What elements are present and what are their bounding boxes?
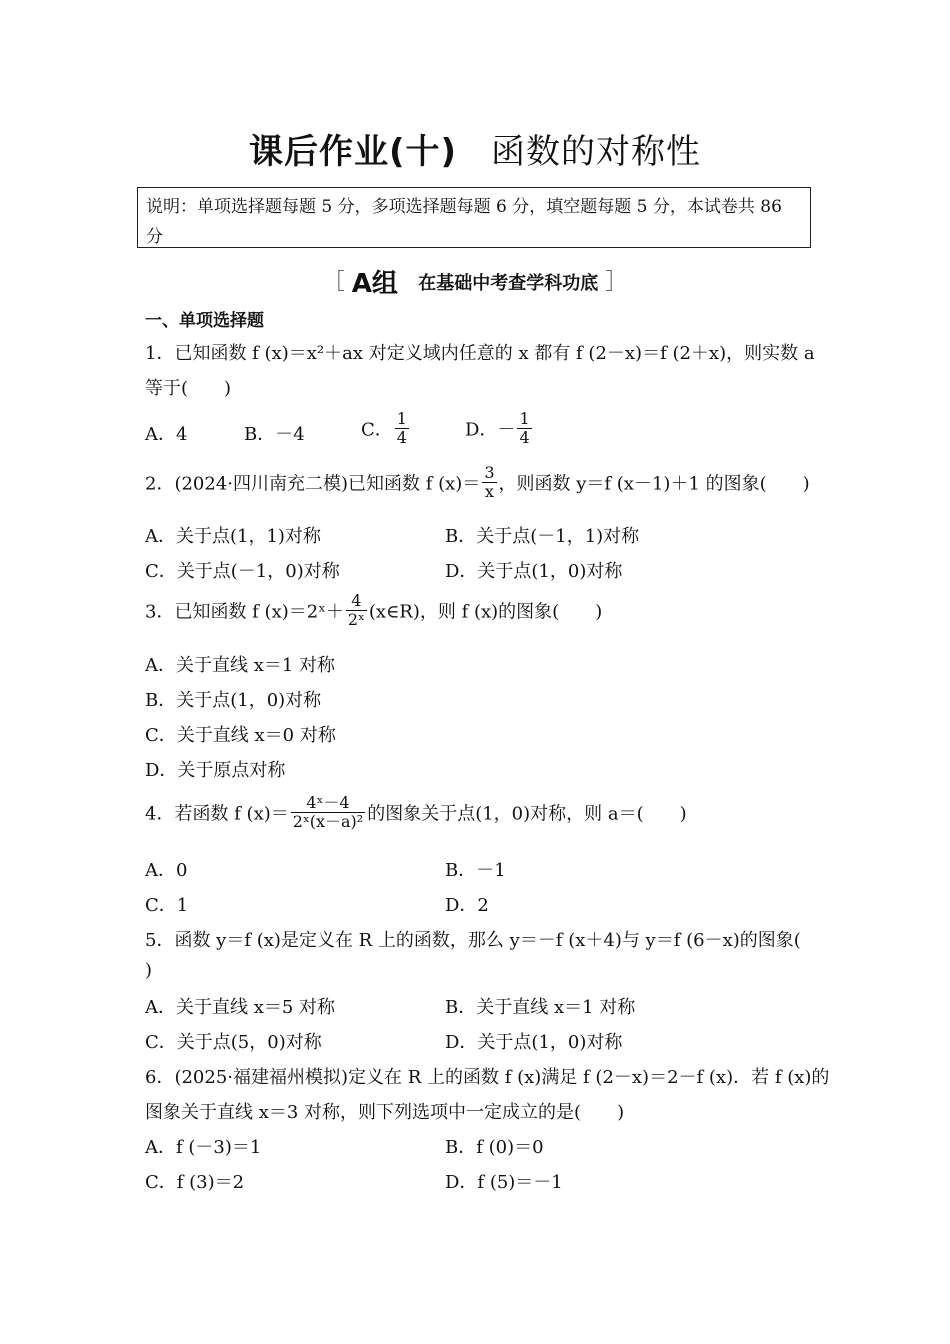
q1-option-a: A．4: [145, 424, 188, 445]
q1-option-d-label: D．－: [465, 419, 516, 441]
q4-option-a: A．0: [145, 860, 188, 881]
q1-stem: 1．已知函数 f (x)＝x²＋ax 对定义域内任意的 x 都有 f (2－x)＝f (2＋x)，则实数 a: [145, 343, 815, 364]
q4-post: 的图象关于点(1，0)对称，则 a＝( ): [367, 803, 687, 825]
group-text: 在基础中考查学科功底: [418, 273, 599, 294]
title-main: 课后作业(十): [248, 132, 458, 172]
q1-option-c-label: C．: [361, 419, 393, 441]
q4-den: 2ˣ(x－a)²: [292, 812, 364, 831]
q1-d-den: 4: [519, 428, 530, 447]
q4-option-b: B．－1: [445, 860, 506, 881]
page-title: [0, 124, 950, 173]
q1-c-den: 4: [396, 428, 407, 447]
q6-stem2: 图象关于直线 x＝3 对称，则下列选项中一定成立的是( ): [145, 1102, 625, 1123]
q5-option-b: B．关于直线 x＝1 对称: [445, 997, 636, 1018]
q4-pre: 4．若函数 f (x)＝: [145, 803, 289, 825]
title-sub: 函数的对称性: [491, 132, 702, 172]
q2-option-a: A．关于点(1，1)对称: [145, 526, 321, 547]
q4-option-d: D．2: [445, 895, 489, 916]
q5-option-a: A．关于直线 x＝5 对称: [145, 997, 336, 1018]
q2-option-b: B．关于点(－1，1)对称: [445, 526, 640, 547]
q6-option-d: D．f (5)＝－1: [445, 1172, 563, 1193]
q5-option-c: C．关于点(5，0)对称: [145, 1032, 322, 1053]
q1-option-d: [465, 410, 534, 447]
q3-post: (x∈R)，则 f (x)的图象( ): [368, 601, 603, 623]
q3-option-c: C．关于直线 x＝0 对称: [145, 725, 336, 746]
q6-stem: 6．(2025·福建福州模拟)定义在 R 上的函数 f (x)满足 f (2－x)＝2－f (x)．若 f (x)的: [145, 1067, 830, 1088]
q1-options: [145, 410, 565, 450]
q6-option-b: B．f (0)＝0: [445, 1137, 544, 1158]
q1-option-b: B．－4: [244, 424, 305, 445]
q3-den: 2ˣ: [347, 610, 365, 629]
q6-option-a: A．f (－3)＝1: [145, 1137, 262, 1158]
q1-stem2: 等于( ): [145, 378, 232, 399]
q2-stem: [145, 464, 810, 501]
q2-num: 3: [484, 463, 495, 482]
q5-stem2: ): [145, 960, 153, 981]
q1-option-c: [361, 410, 411, 447]
q3-num: 4: [346, 592, 367, 611]
q3-option-d: D．关于原点对称: [145, 760, 286, 781]
q3-option-a: A．关于直线 x＝1 对称: [145, 655, 336, 676]
group-badge: A组: [351, 269, 398, 299]
q2-pre: 2．(2024·四川南充二模)已知函数 f (x)＝: [145, 473, 481, 495]
q3-stem: [145, 592, 602, 629]
q5-stem: 5．函数 y＝f (x)是定义在 R 上的函数，那么 y＝－f (x＋4)与 y＝f (6－x)的图象(: [145, 930, 801, 951]
q4-option-c: C．1: [145, 895, 189, 916]
q3-option-b: B．关于点(1，0)对称: [145, 690, 322, 711]
q3-pre: 3．已知函数 f (x)＝2ˣ＋: [145, 601, 344, 623]
q6-option-c: C．f (3)＝2: [145, 1172, 245, 1193]
q2-option-c: C．关于点(－1，0)对称: [145, 561, 340, 582]
q2-post: ，则函数 y＝f (x－1)＋1 的图象( ): [498, 473, 810, 495]
note-box: 说明：单项选择题每题 5 分，多项选择题每题 6 分，填空题每题 5 分，本试卷共 86 分: [137, 187, 811, 248]
group-heading: ［ A组 在基础中考查学科功底 ］: [0, 263, 950, 300]
q2-den: x: [484, 482, 494, 501]
q4-stem: [145, 794, 687, 831]
section-heading: 一、单项选择题: [145, 311, 264, 331]
q4-num: 4ˣ－4: [291, 794, 365, 813]
q5-option-d: D．关于点(1，0)对称: [445, 1032, 623, 1053]
q1-c-num: 1: [396, 409, 407, 428]
q1-d-num: 1: [519, 409, 530, 428]
q2-option-d: D．关于点(1，0)对称: [445, 561, 623, 582]
